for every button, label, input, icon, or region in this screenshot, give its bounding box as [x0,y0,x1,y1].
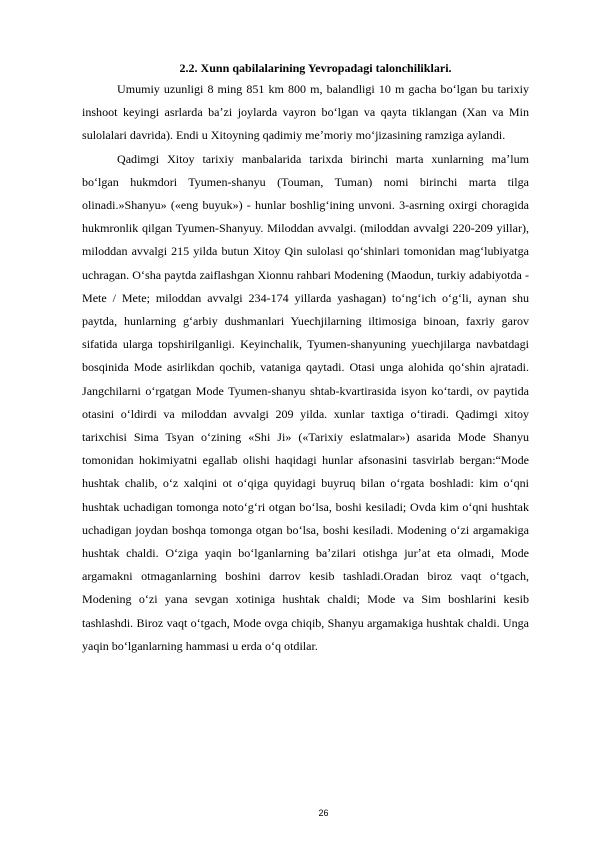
paragraph-1: Umumiy uzunligi 8 ming 851 km 800 m, balandligi 10 m gacha bo‘lgan bu tarixiy inshoot keyingi asrlarda baʼzi joylarda vayron bo‘lgan va qayta tiklangan (Xan va Min sulolalari davrida). Endi u Xitoyning qadimiy meʼmoriy mo‘jizasining ramziga aylandi. [82,82,529,143]
section-title: 2.2. Xunn qabilalarining Yevropadagi talonchiliklari. [179,61,452,75]
page-number: 26 [318,808,329,818]
page-content [82,58,529,658]
paragraph-2: Qadimgi Xitoy tarixiy manbalarida tarixda birinchi marta xunlarning maʼlum bo‘lgan hukmdori Tyumen-shanyu (Touman, Tuman) nomi birinchi marta tilga olinadi.»Shanyu» («eng buyuk») - hunlar boshlig‘ining unvoni. 3-asrning oxirgi choragida hukmronlik qilgan Tyumen-Shanyuy. Miloddan avvalgi. (miloddan avvalgi 220-209 yillar), miloddan avvalgi 215 yilda butun Xitoy Qin sulolasi qo‘shinlari tomonidan mag‘lubiyatga uchragan. O‘sha paytda zaiflashgan Xionnu rahbari Modening (Maodun, turkiy adabiyotda - Mete / Mete; miloddan avvalgi 234-174 yillarda yashagan) to‘ng‘ich o‘g‘li, aynan shu paytda, hunlarning g‘arbiy dushmanlari Yuechjilarning iltimosiga binoan, faxriy garov sifatida ularga topshirilganligi. Keyinchalik, Tyumen-shanyuning yuechjilarga navbatdagi bosqinida Mode asirlikdan qochib, vataniga qaytadi. Otasi unga alohida qo‘shin ajratadi. Jangchilarni o‘rgatgan Mode Tyumen-shanyu shtab-kvartirasida isyon ko‘tardi, ov paytida otasini o‘ldirdi va miloddan avvalgi 209 yilda. xunlar taxtiga o‘tiradi. Qadimgi xitoy tarixchisi Sima Tsyan o‘zining «Shi Ji» («Tarixiy eslatmalar») asarida Mode Shanyu tomonidan hokimiyatni egallab olishi haqidagi hunlar afsonasini tasvirlab bergan:“Mode hushtak chalib, o‘z xalqini ot o‘qiga quyidagi buyruq bilan o‘rgata boshladi: kim o‘qni hushtak uchadigan tomonga noto‘g‘ri otgan bo‘lsa, boshi kesiladi; Ovda kim o‘qni hushtak uchadigan joydan boshqa tomonga otgan bo‘lsa, boshi kesiladi. Modening o‘zi argamakiga hushtak chaldi. O‘ziga yaqin bo‘lganlarning baʼzilari otishga jurʼat eta olmadi, Mode argamakni otmaganlarning boshini darrov kesib tashladi.Oradan biroz vaqt o‘tgach, Modening o‘zi yana sevgan xotiniga hushtak chaldi; Mode va Sim boshlarini kesib tashlashdi. Biroz vaqt o‘tgach, Mode ovga chiqib, Shanyu argamakiga hushtak chaldi. Unga yaqin bo‘lganlarning hammasi u erda o‘q otdilar. [82,151,529,653]
